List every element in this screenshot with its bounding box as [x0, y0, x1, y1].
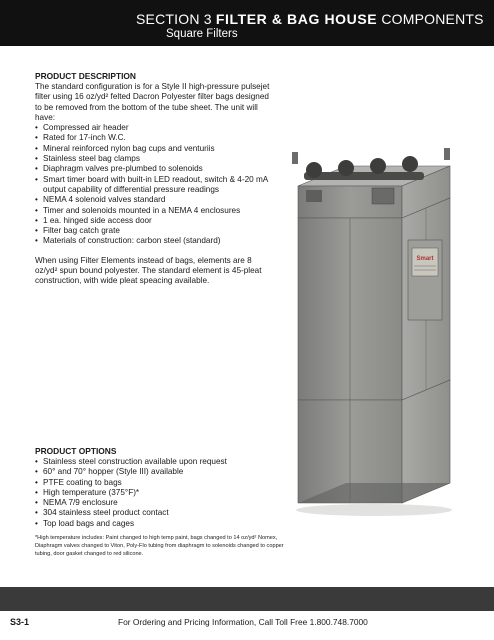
option-item: • 304 stainless steel product contact: [35, 508, 295, 518]
option-item: • 60° and 70° hopper (Style III) available: [35, 467, 295, 477]
high-temp-footnote: *High temperature includes: Paint changed to high temp paint, bags changed to 14 oz/yd² Nomex, Diaphragm valves changed to Viton, Poly-Flo tubing from diaphragm to solenoids changed to copper tubing, door gasket changed to red silicone.: [35, 535, 284, 558]
feature-item: • NEMA 4 solenoid valves standard: [35, 195, 275, 205]
section-category: FILTER & BAG HOUSE: [215, 11, 378, 27]
page-number: S3-1: [10, 617, 30, 627]
options-heading: PRODUCT OPTIONS: [35, 446, 117, 456]
feature-list: [35, 123, 275, 247]
product-description: [35, 71, 275, 287]
section-header: [0, 0, 494, 46]
option-item: • PTFE coating to bags: [35, 478, 295, 488]
feature-item: • Rated for 17-inch W.C.: [35, 133, 275, 143]
feature-item: • Timer and solenoids mounted in a NEMA 4 enclosures: [35, 206, 275, 216]
footer-bar: [0, 587, 494, 611]
section-title: [136, 11, 484, 27]
product-options: [35, 446, 295, 529]
option-item: • High temperature (375°F)*: [35, 488, 295, 498]
filter-element-note: When using Filter Elements instead of bags, elements are 8 oz/yd² spun bound polyester. The standard element is 45-pleat construction, with wide pleat speacing available.: [35, 255, 262, 286]
option-item: • Top load bags and cages: [35, 519, 295, 529]
section-subtitle: Square Filters: [166, 28, 238, 40]
feature-item: • Materials of construction: carbon steel (standard): [35, 236, 275, 246]
feature-item: • Smart timer board with built-in LED readout, switch & 4-20 mA output capability of differential pressure readings: [35, 175, 275, 196]
option-item: • NEMA 7/9 enclosure: [35, 498, 295, 508]
description-intro: The standard configuration is for a Style II high-pressure pulsejet filter using 16 oz/yd² felted Dacron Polyester filter bags designed to be removed from the bottom of the tube sheet. The unit will have:: [35, 82, 270, 122]
section-number: SECTION 3: [136, 11, 212, 27]
option-item: • Stainless steel construction available upon request: [35, 457, 295, 467]
description-heading: PRODUCT DESCRIPTION: [35, 71, 136, 81]
feature-item: • Stainless steel bag clamps: [35, 154, 275, 164]
feature-item: • Compressed air header: [35, 123, 275, 133]
nameplate-text: Smart: [416, 256, 434, 262]
feature-item: • Filter bag catch grate: [35, 226, 275, 236]
feature-item: • Diaphragm valves pre-plumbed to solenoids: [35, 164, 275, 174]
contact-info: For Ordering and Pricing Information, Call Toll Free 1.800.748.7000: [118, 617, 368, 627]
options-list: [35, 457, 295, 529]
feature-item: • Mineral reinforced nylon bag cups and venturiis: [35, 144, 275, 154]
section-suffix: COMPONENTS: [381, 11, 484, 27]
bag-house-filter-image: [284, 148, 460, 523]
feature-item: • 1 ea. hinged side access door: [35, 216, 275, 226]
